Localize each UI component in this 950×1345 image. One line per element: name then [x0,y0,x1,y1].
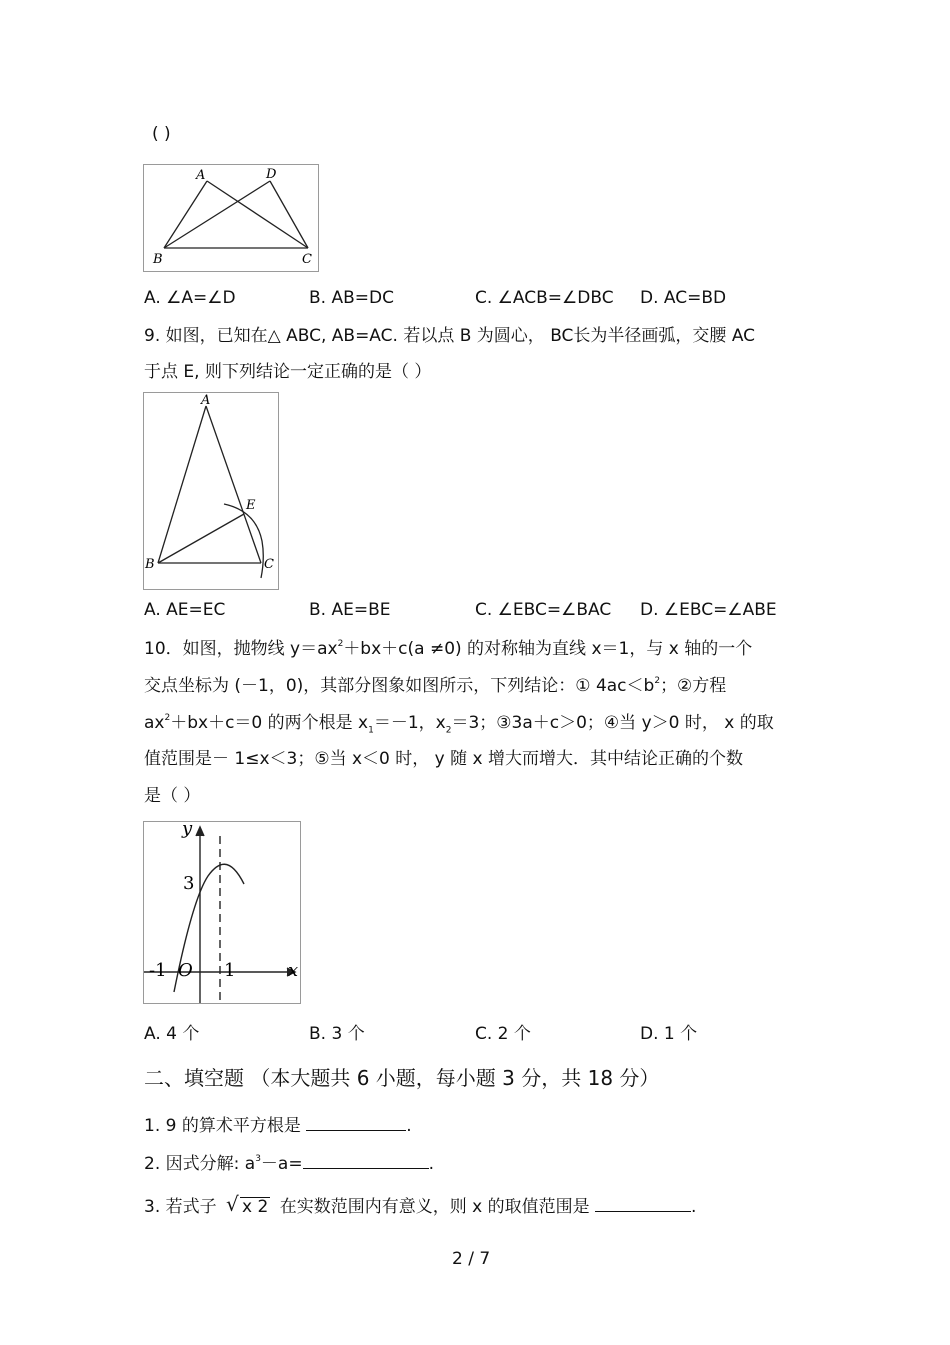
q8-option-b: B. AB=DC [309,288,394,308]
q10-option-c: C. 2 个 [475,1024,531,1044]
q10-text-line5: 是（ ） [144,786,201,806]
q10-figure [143,821,301,1004]
fill-q1-blank[interactable] [306,1114,406,1131]
q10-option-a: A. 4 个 [144,1024,200,1044]
q9-text-line1: 9. 如图，已知在△ ABC, AB=AC. 若以点 B 为圆心， BC长为半径画弧，交腰 AC [144,326,756,346]
q8-segment-bd [164,181,270,248]
q8-segment-ac [207,181,308,248]
q10-label-o: O [178,960,193,981]
q9-option-d: D. ∠EBC=∠ABE [640,600,777,620]
q9-label-b: B [145,557,155,572]
q9-option-c: C. ∠EBC=∠BAC [475,600,612,620]
q10-text-line3: $ax^2+bx+c=0$ 的两个根是 $x_1=-1$，$x_2=3$；③3a＋c＞0；④当 y＞0 时， x 的取 [144,713,774,736]
sqrt-symbol: √ [226,1192,239,1216]
q10-option-d: D. 1 个 [640,1024,698,1044]
q9-figure [143,392,279,590]
q8-option-d: D. AC=BD [640,288,727,308]
q9-segment-ac [206,406,261,563]
q9-label-e: E [246,498,256,513]
q10-y-axis-arrow [196,827,204,836]
q9-label-a: A [201,393,211,408]
fill-q1: 1. 9 的算术平方根是 . [144,1116,412,1136]
q9-option-b: B. AE=BE [309,600,391,620]
q8-answer-paren: ( ) [152,124,171,144]
q8-label-d: D [266,167,277,182]
fill-q3-blank[interactable] [595,1195,691,1212]
q8-option-c: C. ∠ACB=∠DBC [475,288,614,308]
fill-q2-blank[interactable] [303,1152,429,1169]
q8-label-c: C [302,252,312,267]
q9-label-c: C [264,557,274,572]
fill-q3: 3. 若式子 √ x 2 在实数范围内有意义，则 x 的取值范围是 . [144,1192,697,1217]
q9-text-line2: 于点 E, 则下列结论一定正确的是（ ） [144,362,432,382]
q10-label-y: y [182,822,193,839]
fill-q2: 2. 因式分解: $a^3-a=$ . [144,1154,434,1174]
q10-text-line1: 10．如图，抛物线 $y=ax^2+bx+c(a \ne 0)$ 的对称轴为直线 x＝1，与 x 轴的一个 [144,639,753,659]
q8-segment-dc [270,181,308,248]
q9-option-a: A. AE=EC [144,600,226,620]
q10-label-3: 3 [183,873,195,894]
q10-label-neg1: -1 [149,960,167,981]
q8-figure [143,164,319,272]
q10-text-line4: 值范围是－ 1≤x＜3；⑤当 x＜0 时， y 随 x 增大而增大．其中结论正确的个数 [144,749,743,769]
q10-option-b: B. 3 个 [309,1024,365,1044]
q10-label-x: x [288,960,299,981]
q10-text-line2: 交点坐标为 (－1，0)，其部分图象如图所示，下列结论：① $4ac<b^2$；②方程 [144,676,727,696]
q8-label-b: B [153,252,163,267]
q8-segment-ba [164,181,207,248]
section-2-title: 二、填空题 （本大题共 6 小题，每小题 3 分，共 18 分） [144,1066,660,1090]
sqrt-expression: √ x 2 [226,1192,269,1217]
q8-label-a: A [196,168,206,183]
q10-label-1: 1 [224,960,236,981]
page-number: 2 / 7 [452,1249,491,1269]
q8-option-a: A. ∠A=∠D [144,288,236,308]
